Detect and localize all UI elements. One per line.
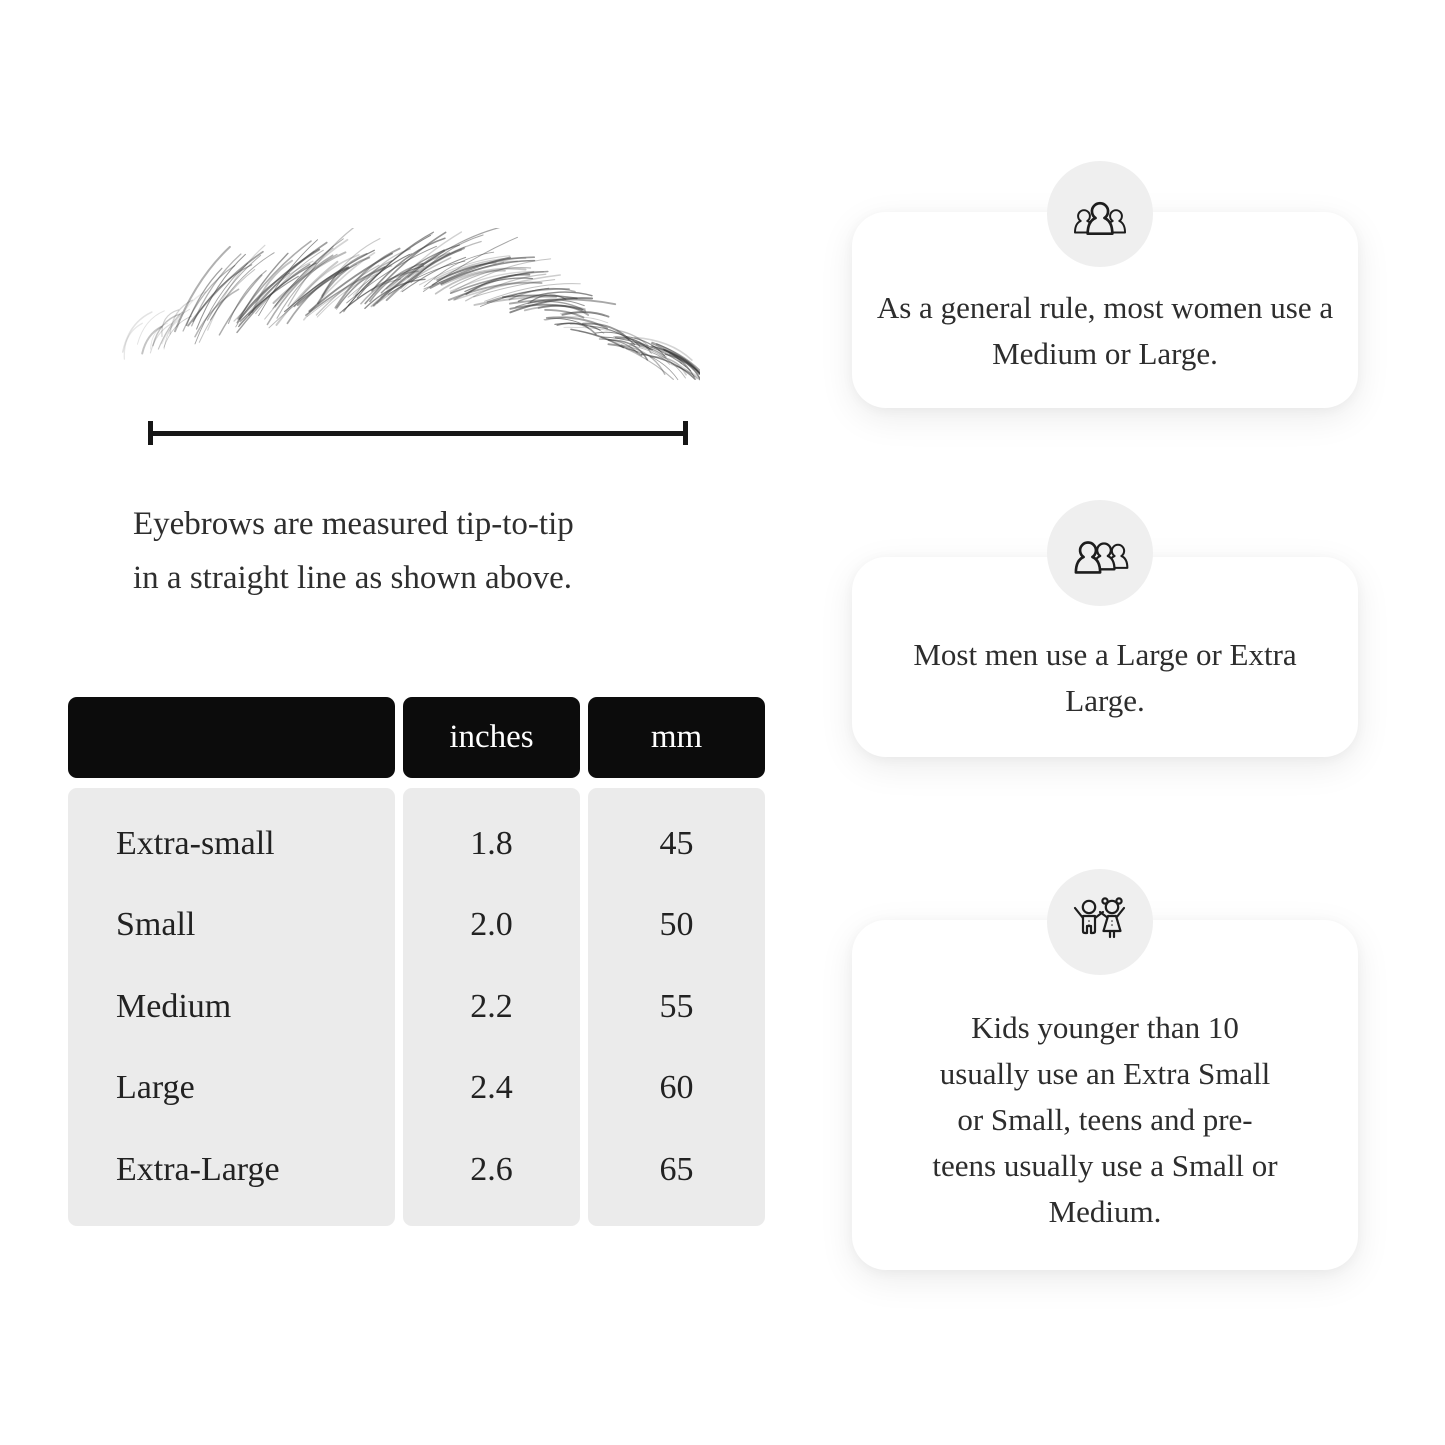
ruler-right-tick — [683, 421, 688, 445]
size-table-body — [68, 788, 765, 1226]
women-info-badge — [1047, 161, 1153, 267]
eyebrow-illustration — [110, 228, 700, 428]
size-table-header — [68, 697, 765, 778]
inches-value: 2.4 — [470, 1069, 513, 1107]
women-info-text: As a general rule, most women use a Medium or Large. — [876, 290, 1334, 371]
size-label: Extra-small — [116, 824, 275, 862]
kids-info-text: Kids younger than 10 usually use an Extra Small or Small, teens and pre-teens usually use a Small or Medium. — [932, 1010, 1278, 1229]
ruler-line — [148, 431, 688, 436]
mm-value: 50 — [659, 906, 694, 944]
mm-value: 65 — [659, 1150, 694, 1188]
size-table-header-inches: inches — [403, 697, 580, 778]
measurement-ruler — [148, 421, 688, 445]
size-table-header-blank — [68, 697, 395, 778]
men-info-badge — [1047, 500, 1153, 606]
size-label: Large — [116, 1069, 195, 1107]
inches-value: 2.2 — [470, 987, 513, 1025]
mm-value: 45 — [659, 824, 694, 862]
kids-info-badge — [1047, 869, 1153, 975]
measurement-caption — [133, 497, 743, 605]
size-label: Extra-Large — [116, 1150, 280, 1188]
size-table-header-mm: mm — [588, 697, 765, 778]
men-info-text: Most men use a Large or Extra Large. — [913, 637, 1297, 718]
measurement-caption-line1: Eyebrows are measured tip-to-tip — [133, 506, 574, 542]
measurement-caption-line2: in a straight line as shown above. — [133, 560, 572, 596]
inches-value: 1.8 — [470, 824, 513, 862]
inches-value: 2.0 — [470, 906, 513, 944]
size-label: Small — [116, 906, 196, 944]
women-group-icon — [1067, 190, 1133, 238]
mm-value: 55 — [659, 987, 694, 1025]
men-group-icon — [1067, 529, 1133, 577]
size-table-mm-column — [588, 788, 765, 1226]
size-table-label-column — [68, 788, 395, 1226]
eyebrow-hairs — [123, 228, 700, 410]
kids-icon — [1069, 894, 1131, 950]
size-label: Medium — [116, 987, 232, 1025]
inches-value: 2.6 — [470, 1150, 513, 1188]
size-table-inches-column — [403, 788, 580, 1226]
mm-value: 60 — [659, 1069, 694, 1107]
